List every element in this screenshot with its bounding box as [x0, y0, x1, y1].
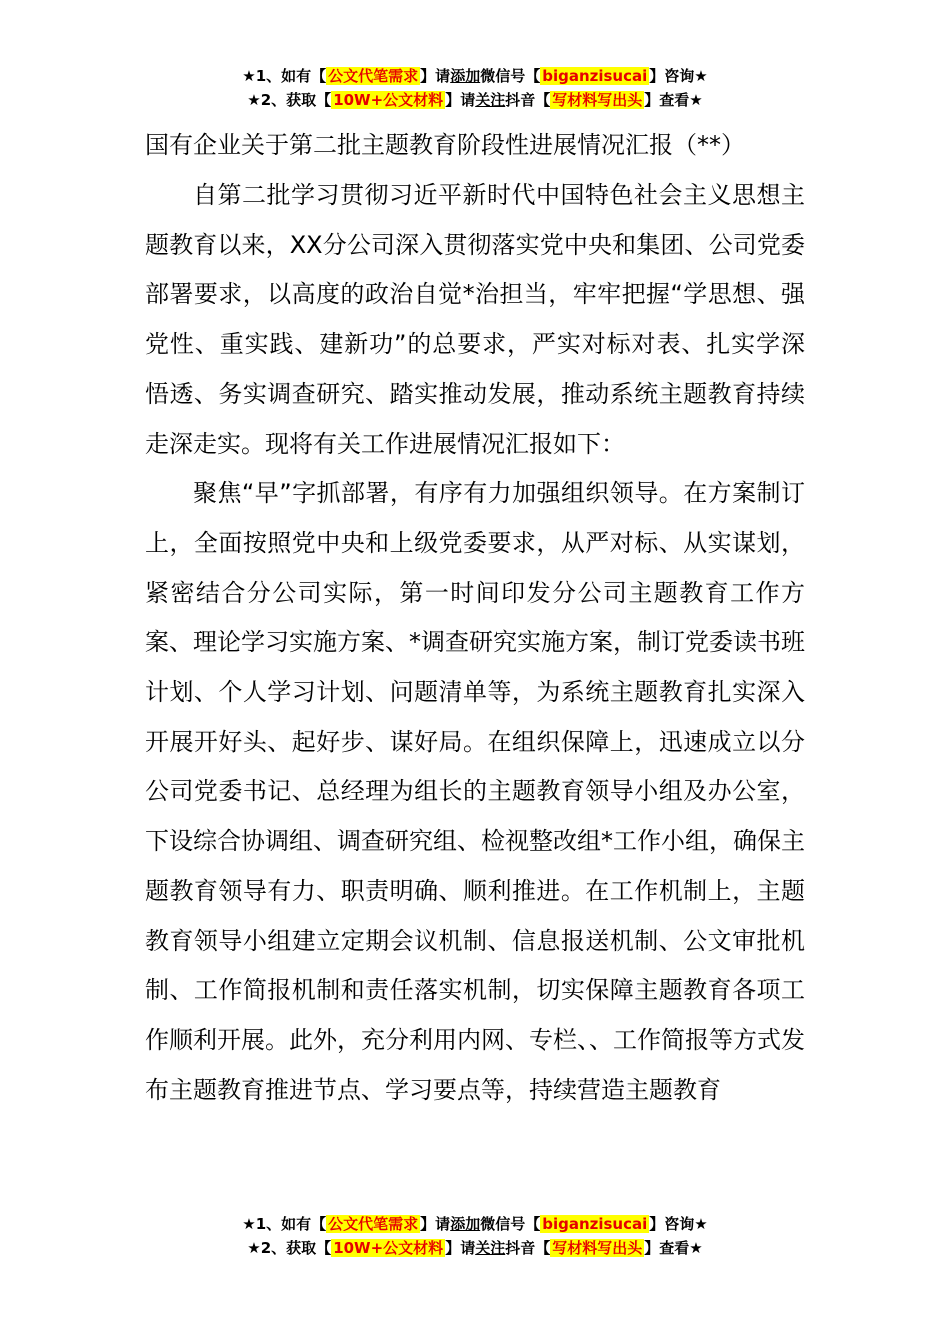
promo-line-2: [0, 1236, 950, 1260]
promo-emphasis: 关注: [475, 91, 506, 109]
promo-banner-top: [0, 64, 950, 112]
promo-highlight: 公文代笔需求: [328, 67, 419, 85]
promo-text: 】请: [445, 91, 476, 109]
promo-text: 】查看★: [644, 1239, 703, 1257]
promo-line-1: [0, 64, 950, 88]
paragraph-section-1: 聚焦“早”字抓部署，有序有力加强组织领导。在方案制订上，全面按照党中央和上级党委要求，从严对标、从实谋划，紧密结合分公司实际，第一时间印发分公司主题教育工作方案、理论学习实施方案、*调查研究实施方案，制订党委读书班计划、个人学习计划、问题清单等，为系统主题教育扎实深入开展开好头、起好步、谋好局。在组织保障上，迅速成立以分公司党委书记、总经理为组长的主题教育领导小组及办公室，下设综合协调组、调查研究组、检视整改组*工作小组，确保主题教育领导有力、职责明确、顺利推进。在工作机制上，主题教育领导小组建立定期会议机制、信息报送机制、公文审批机制、工作简报机制和责任落实机制，切实保障主题教育各项工作顺利开展。此外，充分利用内网、专栏、、工作简报等方式发布主题教育推进节点、学习要点等，持续营造主题教育: [145, 479, 805, 1104]
promo-text: 微信号【: [480, 1215, 541, 1233]
promo-emphasis: 添加: [450, 1215, 481, 1233]
promo-emphasis: 关注: [475, 1239, 506, 1257]
promo-highlight: 公文代笔需求: [328, 1215, 419, 1233]
promo-text: 抖音【: [505, 1239, 551, 1257]
promo-text: ★2、获取【: [247, 1239, 332, 1257]
promo-text: 】请: [445, 1239, 476, 1257]
paragraph-intro: 自第二批学习贯彻习近平新时代中国特色社会主义思想主题教育以来，XX分公司深入贯彻落实党中央和集团、公司党委部署要求，以高度的政治自觉*治担当，牢牢把握“学思想、强党性、重实践、建新功”的总要求，严实对标对表、扎实学深悟透、务实调查研究、踏实推动发展，推动系统主题教育持续走深走实。现将有关工作进展情况汇报如下：: [145, 181, 805, 458]
promo-text: 】请: [420, 1215, 451, 1233]
promo-line-2: [0, 88, 950, 112]
promo-text: 】请: [420, 67, 451, 85]
promo-text: 】咨询★: [649, 1215, 708, 1233]
document-body: [145, 171, 805, 1115]
promo-text: 抖音【: [505, 91, 551, 109]
promo-emphasis: 添加: [450, 67, 481, 85]
promo-banner-bottom: [0, 1212, 950, 1260]
promo-text: 微信号【: [480, 67, 541, 85]
promo-text: ★1、如有【: [242, 1215, 327, 1233]
promo-line-1: [0, 1212, 950, 1236]
promo-highlight: biganzisucai: [542, 1215, 648, 1233]
promo-highlight: 写材料写出头: [552, 1239, 643, 1257]
promo-text: ★2、获取【: [247, 91, 332, 109]
promo-text: 】查看★: [644, 91, 703, 109]
promo-text: ★1、如有【: [242, 67, 327, 85]
document-title: 国有企业关于第二批主题教育阶段性进展情况汇报（**）: [145, 131, 745, 159]
promo-highlight: biganzisucai: [542, 67, 648, 85]
promo-highlight: 10W+公文材料: [333, 91, 444, 109]
promo-highlight: 写材料写出头: [552, 91, 643, 109]
promo-highlight: 10W+公文材料: [333, 1239, 444, 1257]
promo-text: 】咨询★: [649, 67, 708, 85]
